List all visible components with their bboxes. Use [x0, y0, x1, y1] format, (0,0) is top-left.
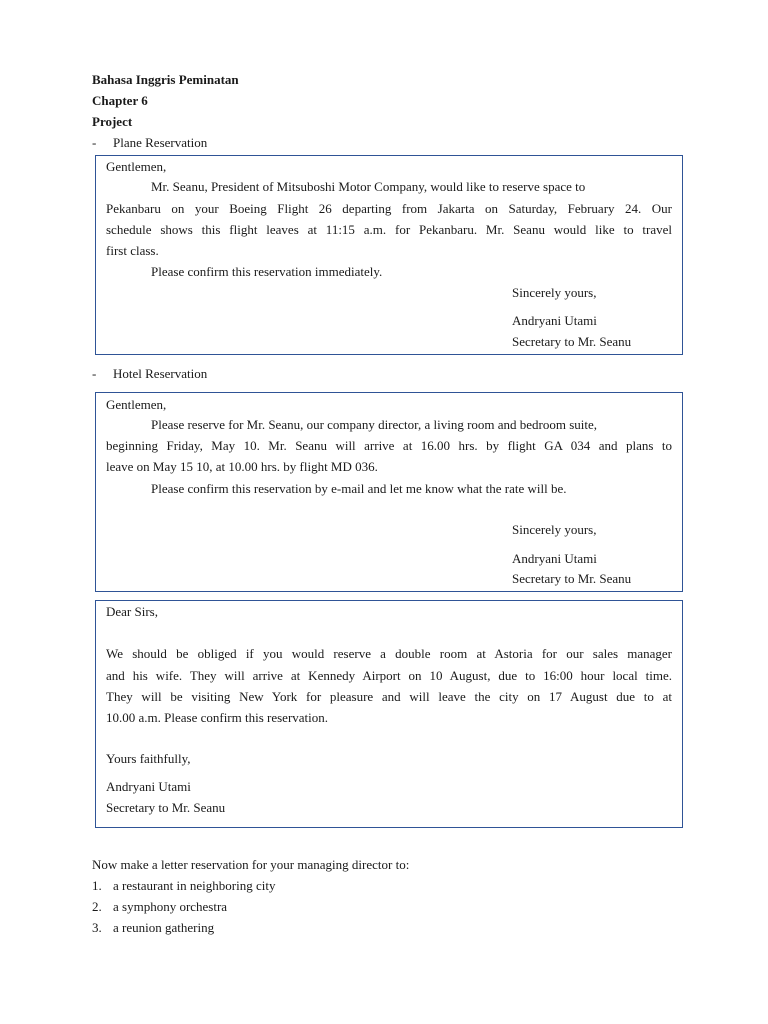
hotel-letter-salutation: Gentlemen,	[106, 397, 167, 412]
hotel-letter-signer-name: Andryani Utami	[512, 551, 597, 566]
hotel-letter-line: leave on May 15 10, at 10.00 hrs. by flight MD 036.	[106, 459, 378, 474]
plane-letter-line: schedule shows this flight leaves at 11:15 a.m. for Pekanbaru. Mr. Seanu would like to travel	[106, 222, 672, 237]
task-item-number: 2.	[92, 899, 102, 914]
task-item-number: 3.	[92, 920, 102, 935]
hotel-letter-line: Please confirm this reservation by e-mail and let me know what the rate will be.	[151, 481, 567, 496]
chapter-heading: Chapter 6	[92, 93, 148, 108]
hotel-letter-line: beginning Friday, May 10. Mr. Seanu will arrive at 16.00 hrs. by flight GA 034 and plans to	[106, 438, 672, 453]
third-letter-closing: Yours faithfully,	[106, 751, 191, 766]
plane-section-dash: -	[92, 135, 97, 150]
third-letter-line: 10.00 a.m. Please confirm this reservation.	[106, 710, 329, 725]
third-letter-salutation: Dear Sirs,	[106, 604, 158, 619]
hotel-letter-closing: Sincerely yours,	[512, 522, 597, 537]
third-letter-signer-title: Secretary to Mr. Seanu	[106, 800, 226, 815]
plane-letter-closing: Sincerely yours,	[512, 285, 597, 300]
third-letter-line: They will be visiting New York for pleasure and will leave the city on 17 August due to at	[106, 689, 672, 704]
plane-letter-salutation: Gentlemen,	[106, 159, 167, 174]
task-item-text: a symphony orchestra	[113, 899, 228, 914]
hotel-letter-signer-title: Secretary to Mr. Seanu	[512, 571, 632, 586]
task-instruction: Now make a letter reservation for your managing director to:	[92, 857, 410, 872]
hotel-letter-line: Please reserve for Mr. Seanu, our company director, a living room and bedroom suite,	[151, 417, 598, 432]
task-item-text: a restaurant in neighboring city	[113, 878, 276, 893]
third-letter-line: We should be obliged if you would reserve a double room at Astoria for our sales manager	[106, 646, 672, 661]
task-item-text: a reunion gathering	[113, 920, 215, 935]
third-letter-line: and his wife. They will arrive at Kennedy Airport on 10 August, due to 16:00 hour local time.	[106, 668, 672, 683]
plane-letter-signer-name: Andryani Utami	[512, 313, 597, 328]
plane-letter-line: Mr. Seanu, President of Mitsuboshi Motor Company, would like to reserve space to	[151, 179, 586, 194]
hotel-section-heading: Hotel Reservation	[113, 366, 208, 381]
plane-letter-line: Pekanbaru on your Boeing Flight 26 departing from Jakarta on Saturday, February 24. Our	[106, 201, 672, 216]
project-heading: Project	[92, 114, 133, 129]
plane-section-heading: Plane Reservation	[113, 135, 208, 150]
plane-letter-signer-title: Secretary to Mr. Seanu	[512, 334, 632, 349]
subject-heading: Bahasa Inggris Peminatan	[92, 72, 239, 87]
hotel-section-dash: -	[92, 366, 97, 381]
plane-letter-line: Please confirm this reservation immediately.	[151, 264, 383, 279]
task-item-number: 1.	[92, 878, 102, 893]
plane-letter-line: first class.	[106, 243, 159, 258]
third-letter-signer-name: Andryani Utami	[106, 779, 191, 794]
